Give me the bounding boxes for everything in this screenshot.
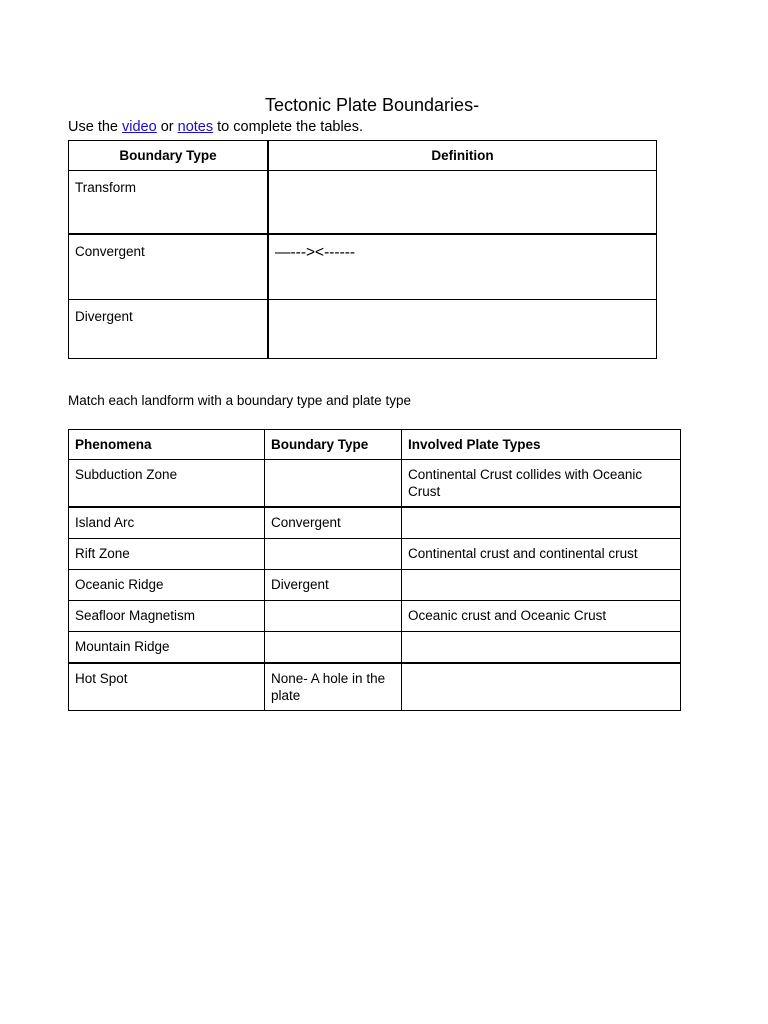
boundary-type-cell[interactable] bbox=[265, 539, 402, 570]
landform-matching-table bbox=[68, 429, 681, 711]
phenomena-cell: Rift Zone bbox=[69, 539, 265, 570]
table-row bbox=[69, 300, 657, 359]
table-row bbox=[69, 663, 681, 711]
instructions-line bbox=[68, 118, 363, 136]
table-row bbox=[69, 539, 681, 570]
boundary-definition-table bbox=[68, 140, 657, 359]
plate-types-cell[interactable]: Continental Crust collides with Oceanic Crust bbox=[402, 460, 681, 508]
phenomena-cell: Hot Spot bbox=[69, 663, 265, 711]
definition-cell[interactable]: —---><------ bbox=[268, 234, 657, 300]
plate-types-cell[interactable]: Oceanic crust and Oceanic Crust bbox=[402, 601, 681, 632]
boundary-type-cell[interactable]: Convergent bbox=[265, 507, 402, 539]
instructions-text-middle: or bbox=[156, 119, 178, 135]
definition-cell[interactable] bbox=[268, 171, 657, 235]
header-boundary-type: Boundary Type bbox=[69, 141, 269, 171]
header-definition: Definition bbox=[268, 141, 657, 171]
match-instruction: Match each landform with a boundary type and plate type bbox=[68, 393, 411, 408]
boundary-type-cell[interactable] bbox=[265, 460, 402, 508]
instructions-text-after: to complete the tables. bbox=[213, 119, 364, 135]
boundary-type-cell[interactable] bbox=[265, 632, 402, 664]
video-link[interactable]: video bbox=[122, 119, 157, 135]
plate-types-cell[interactable] bbox=[402, 507, 681, 539]
phenomena-cell: Subduction Zone bbox=[69, 460, 265, 508]
instructions-text-before: Use the bbox=[68, 119, 122, 135]
table-header-row bbox=[69, 141, 657, 171]
boundary-type-cell[interactable]: None- A hole in the plate bbox=[265, 663, 402, 711]
plate-types-cell[interactable] bbox=[402, 570, 681, 601]
boundary-type-cell: Transform bbox=[69, 171, 269, 235]
plate-types-cell[interactable] bbox=[402, 632, 681, 664]
table-row bbox=[69, 234, 657, 300]
header-phenomena: Phenomena bbox=[69, 430, 265, 460]
header-boundary-type: Boundary Type bbox=[265, 430, 402, 460]
phenomena-cell: Mountain Ridge bbox=[69, 632, 265, 664]
table-row bbox=[69, 460, 681, 508]
phenomena-cell: Seafloor Magnetism bbox=[69, 601, 265, 632]
table-row bbox=[69, 601, 681, 632]
table-row bbox=[69, 507, 681, 539]
boundary-type-cell: Divergent bbox=[69, 300, 269, 359]
boundary-type-cell[interactable] bbox=[265, 601, 402, 632]
table-row bbox=[69, 632, 681, 664]
table-row bbox=[69, 570, 681, 601]
header-involved-plate-types: Involved Plate Types bbox=[402, 430, 681, 460]
boundary-type-cell: Convergent bbox=[69, 234, 269, 300]
plate-types-cell[interactable] bbox=[402, 663, 681, 711]
phenomena-cell: Island Arc bbox=[69, 507, 265, 539]
notes-link[interactable]: notes bbox=[177, 119, 214, 135]
table-header-row bbox=[69, 430, 681, 460]
page-title: Tectonic Plate Boundaries- bbox=[264, 95, 480, 115]
phenomena-cell: Oceanic Ridge bbox=[69, 570, 265, 601]
plate-types-cell[interactable]: Continental crust and continental crust bbox=[402, 539, 681, 570]
definition-cell[interactable] bbox=[268, 300, 657, 359]
boundary-type-cell[interactable]: Divergent bbox=[265, 570, 402, 601]
table-row bbox=[69, 171, 657, 235]
